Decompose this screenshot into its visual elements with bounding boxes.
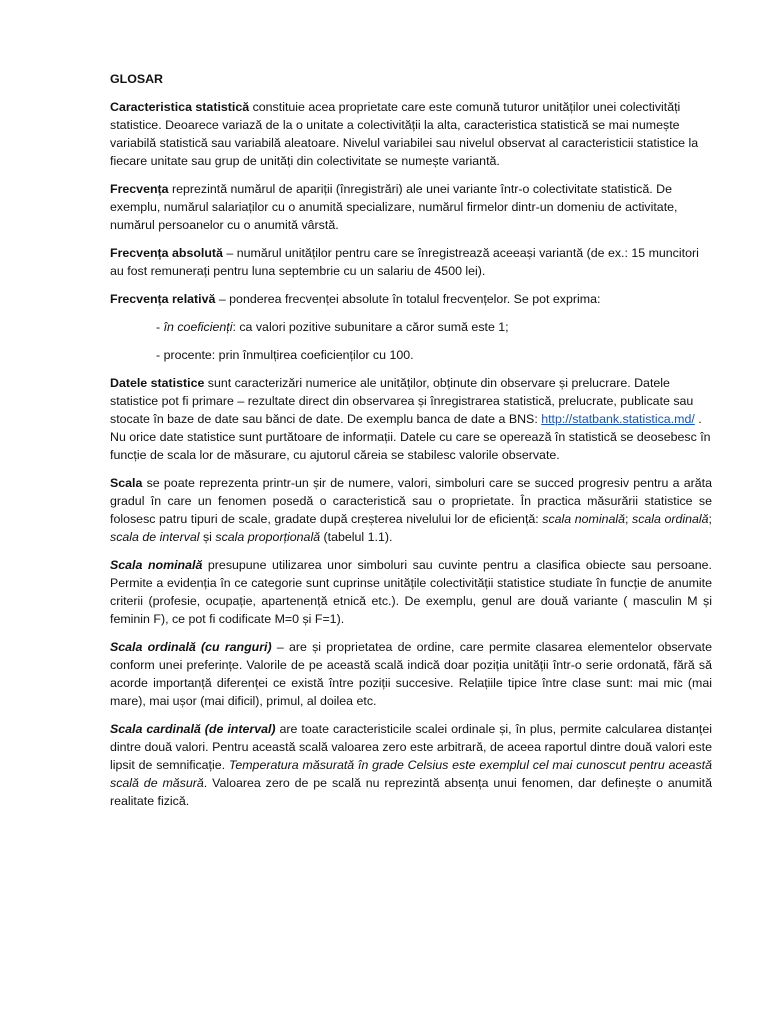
- definition-text: . Valoarea zero de pe scală nu reprezintă absența unui fenomen, dar definește o anumită realitate fizică.: [110, 776, 712, 808]
- glossary-title: GLOSAR: [110, 72, 164, 86]
- definition-text: (tabelul 1.1).: [320, 530, 393, 544]
- italic-temperatura-example: Temperatura măsurată în grade Celsius este exemplul cel mai cunoscut pentru această scală de măsură: [110, 758, 712, 790]
- italic-scala-ordinala: scala ordinală: [632, 512, 709, 526]
- paragraph-scala-nominala: [110, 556, 712, 628]
- italic-scala-interval: scala de interval: [110, 530, 200, 544]
- definition-text: are toate caracteristicile scalei ordinale și, în plus, permite calcularea distanței dintre două valori. Pentru această scală valoarea zero este arbitrară, de aceea raportul dintre două valori este lipsit de semnificație.: [110, 722, 712, 772]
- definition-text: sunt caracterizări numerice ale unităților, obținute din observare și prelucrare. Datele statistice pot fi primare – rezultate direct din observarea și înregistrarea statistică, prelucrate, publicate sau stocate în baze de date sau bănci de date. De exemplu banca de date a BNS:: [110, 376, 694, 426]
- paragraph-frecventa-relativa: [110, 290, 712, 308]
- definition-text: presupune utilizarea unor simboluri sau cuvinte pentru a clasifica obiecte sau persoane. Permite a evidenția în ce categorie sunt cuprinse unitățile colectivității statistice studiate în funcție de anumite criterii (profesie, ocupație, apartenență etnică etc.). De exemplu, genul are două variante ( masculin M și feminin F), ce pot fi codificate M=0 și F=1).: [110, 558, 713, 626]
- separator-text: și: [199, 530, 216, 544]
- italic-scala-nominala: scala nominală: [542, 512, 626, 526]
- definition-text: constituie acea proprietate care este comună tuturor unităților unei colectivități statistice. Deoarece variază de la o unitate a colectivității la alta, caracteristica statistică se mai numește variabilă statistică sau variabilă aleatoare. Nivelul variabilei sau nivelul observat al caracteristicii statistice la fiecare unitate sau grup de unități din colectivitate se numește variantă.: [110, 100, 699, 168]
- paragraph-datele-statistice: [110, 374, 712, 464]
- definition-text: reprezintă numărul de apariții (înregistrări) ale unei variante într-o colectivitate statistică. De exemplu, numărul salariaților cu o anumită specializare, numărul firmelor dintr-un domeniu de activitate, numărul persoanelor cu o anumită vârstă.: [110, 182, 678, 232]
- term-frecventa-absoluta: Frecvența absolută: [110, 246, 223, 260]
- paragraph-frecventa: [110, 180, 712, 234]
- paragraph-frecventa-absoluta: [110, 244, 712, 280]
- definition-text: . Nu orice date statistice sunt purtătoare de informații. Datele cu care se operează în statistică se deosebesc în funcție de scala lor de măsurare, cu ajutorul căreia se stabilesc valorile observate.: [110, 412, 711, 462]
- statbank-link[interactable]: http://statbank.statistica.md/: [541, 412, 695, 426]
- paragraph-scala: [110, 474, 712, 546]
- term-datele-statistice: Datele statistice: [110, 376, 205, 390]
- italic-coeficienti: în coeficienți: [163, 320, 233, 334]
- separator-text: ;: [625, 512, 632, 526]
- separator-text: ;: [708, 512, 712, 526]
- term-caracteristica: Caracteristica statistică: [110, 100, 250, 114]
- list-text: : ca valori pozitive subunitare a căror sumă este 1;: [232, 320, 509, 334]
- italic-scala-proportionala: scala proporțională: [215, 530, 321, 544]
- paragraph-scala-cardinala: [110, 720, 712, 810]
- term-frecventa: Frecvența: [110, 182, 169, 196]
- paragraph-scala-ordinala: [110, 638, 712, 710]
- term-scala-cardinala: Scala cardinală (de interval): [110, 722, 276, 736]
- term-scala: Scala: [110, 476, 143, 490]
- definition-text: se poate reprezenta printr-un șir de numere, valori, simboluri care se succed progresiv pentru a arăta gradul în care un fenomen posedă o caracteristică sau o proprietate. În practica măsurării statistice se folosesc patru tipuri de scale, gradate după creșterea nivelului lor de eficiență:: [110, 476, 712, 526]
- list-item-coeficienti: [110, 318, 712, 336]
- term-scala-ordinala: Scala ordinală (cu ranguri): [110, 640, 272, 654]
- list-dash: -: [156, 320, 164, 334]
- term-scala-nominala: Scala nominală: [110, 558, 203, 572]
- term-frecventa-relativa: Frecvența relativă: [110, 292, 216, 306]
- definition-text: – are și proprietatea de ordine, care permite clasarea elementelor observate conform unei preferințe. Valorile de pe această scală indică doar poziția unității într-o serie ordonată, fără să acorde importanță diferenței ce există între poziții succesive. Relațiile tipice între clase sunt: mai mic (mai mare), mai ușor (mai dificil), primul, al doilea etc.: [110, 640, 712, 708]
- paragraph-caracteristica: [110, 98, 712, 170]
- list-item-procente: - procente: prin înmulțirea coeficienților cu 100.: [156, 348, 414, 362]
- definition-text: – numărul unităților pentru care se înregistrează aceeași variantă (de ex.: 15 muncitori au fost remunerați pentru luna septembrie cu un salariu de 4500 lei).: [110, 246, 699, 278]
- definition-text: – ponderea frecvenței absolute în totalul frecvențelor. Se pot exprima:: [215, 292, 601, 306]
